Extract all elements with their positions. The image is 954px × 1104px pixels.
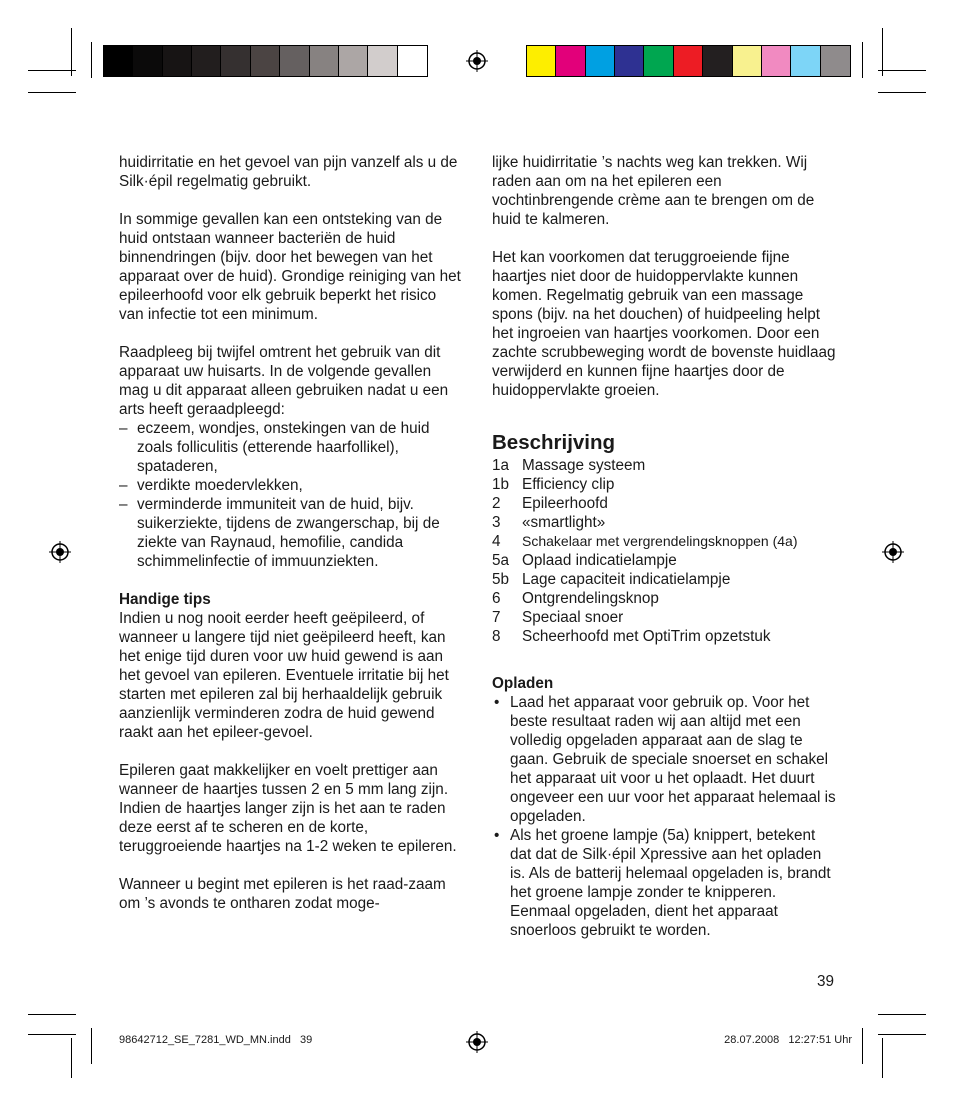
part-number: 5b [492,571,510,588]
part-number: 1b [492,476,510,493]
part-item [492,456,838,475]
left-column [119,153,464,913]
crop-mark [862,42,863,78]
charging-list [492,693,838,940]
part-number: 6 [492,590,501,607]
paragraph: huidirritatie en het gevoel van pijn vanzelf als u de Silk·épil regelmatig gebruikt. [119,154,458,190]
color-swatch [733,46,762,76]
crop-mark [28,1014,76,1015]
color-swatch [703,46,732,76]
part-number: 5a [492,552,510,569]
crop-mark [862,1028,863,1064]
part-item [492,513,838,532]
list-item: • Laad het apparaat voor gebruik op. Voor het beste resultaat raden wij aan altijd met een volledig opgeladen apparaat aan de slag te gaan. Gebruik de speciale snoerset en schakel het apparaat uit voor u het oplaadt. Het duurt ongeveer een uur voor het apparaat helemaal is opgeladen. [492,693,838,826]
part-number: 3 [492,514,501,531]
color-swatch [398,46,427,76]
part-label: «smartlight» [522,514,606,531]
tips-heading: Handige tips [119,591,211,608]
color-swatch [251,46,280,76]
color-swatch [586,46,615,76]
part-label: Schakelaar met vergrendelingsknoppen (4a) [522,533,798,549]
part-number: 8 [492,628,501,645]
part-label: Speciaal snoer [522,609,624,626]
crop-mark [882,1038,883,1078]
registration-mark-icon [49,541,71,563]
color-swatch [280,46,309,76]
footer-file-info: 98642712_SE_7281_WD_MN.indd 39 [119,1034,313,1046]
color-swatch [192,46,221,76]
condition-list [119,419,464,571]
color-swatch [527,46,556,76]
part-item [492,494,838,513]
part-number: 2 [492,495,501,512]
part-number: 4 [492,533,501,550]
charging-heading: Opladen [492,675,554,692]
right-column [492,153,838,940]
color-swatch [674,46,703,76]
color-swatch [104,46,133,76]
crop-mark [882,28,883,76]
crop-mark [91,42,92,78]
paragraph: lijke huidirritatie ’s nachts weg kan trekken. Wij raden aan om na het epileren een vochtinbrengende crème aan te brengen om de huid te kalmeren. [492,154,815,228]
registration-mark-icon [466,1031,488,1053]
crop-mark [878,70,926,71]
part-item [492,532,838,551]
part-item [492,475,838,494]
part-item [492,627,838,646]
list-item: • Als het groene lampje (5a) knippert, betekent dat dat de Silk·épil Xpressive aan het opladen is. Als de batterij helemaal opgeladen is, brandt het groene lampje zonder te knipperen. Eenmaal opgeladen, dient het apparaat snoerloos gebruikt te worden. [492,826,838,940]
part-item [492,608,838,627]
part-label: Epileerhoofd [522,495,608,512]
part-label: Efficiency clip [522,476,615,493]
part-label: Oplaad indicatielampje [522,552,677,569]
crop-mark [28,1034,76,1035]
process-color-bar [526,45,851,77]
paragraph: Raadpleeg bij twijfel omtrent het gebruik van dit apparaat uw huisarts. In de volgende gevallen mag u dit apparaat alleen gebruiken nadat u een arts heeft geraadpleegd: [119,344,449,418]
paragraph: Indien u nog nooit eerder heeft geëpileerd, of wanneer u langere tijd niet geëpileerd heeft, kan het enige tijd duren voor uw huid gewend is aan het gevoel van epileren. Eventuele irritatie bij het starten met epileren zal bij herhaaldelijk gebruik aanzienlijk verminderen zodra de huid gewend raakt aan het epileer-gevoel. [119,610,449,741]
part-label: Scheerhoofd met OptiTrim opzetstuk [522,628,771,645]
paragraph: Wanneer u begint met epileren is het raad-zaam om ’s avonds te ontharen zodat moge- [119,876,446,912]
parts-list [492,456,838,646]
color-swatch [821,46,850,76]
section-heading: Beschrijving [492,431,616,454]
crop-mark [28,92,76,93]
color-swatch [615,46,644,76]
crop-mark [878,1034,926,1035]
part-item [492,551,838,570]
color-swatch [221,46,250,76]
color-swatch [644,46,673,76]
footer-timestamp: 28.07.2008 12:27:51 Uhr [724,1034,852,1046]
registration-mark-icon [466,50,488,72]
color-swatch [133,46,162,76]
color-swatch [339,46,368,76]
part-item [492,589,838,608]
list-item: – eczeem, wondjes, onstekingen van de huid zoals folliculitis (etterende haarfollikel), spataderen, [119,419,464,476]
crop-mark [878,92,926,93]
paragraph: Epileren gaat makkelijker en voelt prettiger aan wanneer de haartjes tussen 2 en 5 mm lang zijn. Indien de haartjes langer zijn is het aan te raden deze eerst af te scheren en de korte, teruggroeiende haartjes na 1-2 weken te epileren. [119,762,457,855]
color-swatch [556,46,585,76]
crop-mark [91,1028,92,1064]
color-swatch [762,46,791,76]
color-swatch [310,46,339,76]
part-number: 7 [492,609,501,626]
registration-mark-icon [882,541,904,563]
color-swatch [791,46,820,76]
part-label: Lage capaciteit indicatielampje [522,571,731,588]
part-number: 1a [492,457,510,474]
part-label: Ontgrendelingsknop [522,590,659,607]
crop-mark [28,70,76,71]
paragraph: Het kan voorkomen dat teruggroeiende fijne haartjes niet door de huidoppervlakte kunnen komen. Regelmatig gebruik van een massage spons (bijv. na het douchen) of huidpeeling helpt het ingroeien van haartjes voorkomen. Door een zachte scrubbeweging wordt de bovenste huidlaag verwijderd en kunnen fijne haartjes door de huidoppervlakte groeien. [492,249,836,399]
part-item [492,570,838,589]
crop-mark [71,28,72,76]
color-swatch [163,46,192,76]
color-swatch [368,46,397,76]
list-item: – verminderde immuniteit van de huid, bijv. suikerziekte, tijdens de zwangerschap, bij de ziekte van Raynaud, hemofilie, candida schimmelinfectie of immuunziekten. [119,495,464,571]
crop-mark [878,1014,926,1015]
grayscale-color-bar [103,45,428,77]
paragraph: In sommige gevallen kan een ontsteking van de huid ontstaan wanneer bacteriën de huid binnendringen (bijv. door het bewegen van het apparaat over de huid). Grondige reiniging van het epileerhoofd voor elk gebruik beperkt het risico van infectie tot een minimum. [119,211,461,323]
list-item: – verdikte moedervlekken, [119,476,464,495]
crop-mark [71,1038,72,1078]
part-label: Massage systeem [522,457,646,474]
page-number: 39 [816,973,834,990]
